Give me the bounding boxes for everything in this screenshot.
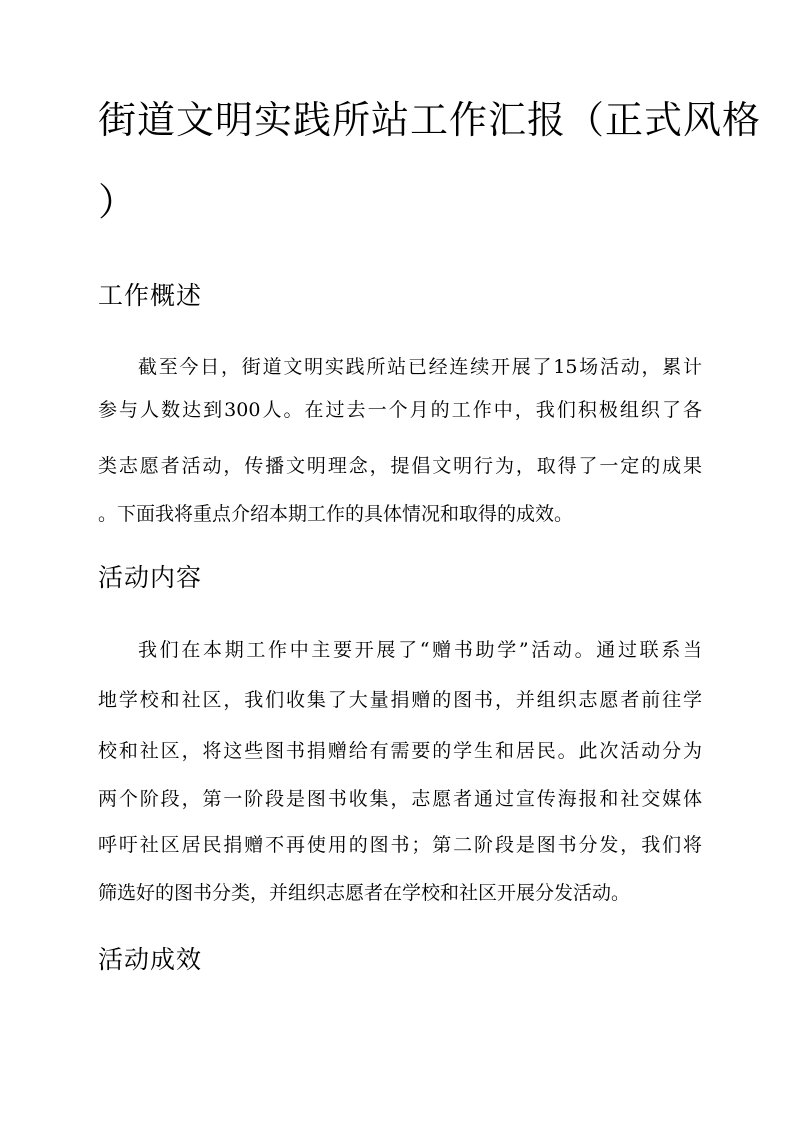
section-heading-activity-content: 活动内容 [98, 563, 203, 592]
content-paragraph-line-6: 筛选好的图书分类，并组织志愿者在学校和社区开展分发活动。 [98, 882, 631, 904]
document-title-line-2: ） [98, 180, 138, 224]
content-paragraph-line-3: 校和社区，将这些图书捐赠给有需要的学生和居民。此次活动分为 [98, 740, 702, 762]
content-paragraph-line-2: 地学校和社区，我们收集了大量捐赠的图书，并组织志愿者前往学 [98, 689, 702, 711]
section-heading-overview: 工作概述 [98, 281, 203, 310]
overview-paragraph-line-4: 。下面我将重点介绍本期工作的具体情况和取得的成效。 [98, 503, 574, 525]
content-paragraph-line-4: 两个阶段，第一阶段是图书收集，志愿者通过宣传海报和社交媒体 [98, 788, 702, 810]
section-heading-activity-effect: 活动成效 [98, 945, 203, 974]
overview-paragraph-line-2: 参与人数达到300人。在过去一个月的工作中，我们积极组织了各 [98, 399, 702, 421]
content-paragraph-line-1: 我们在本期工作中主要开展了“赠书助学”活动。通过联系当 [138, 639, 702, 661]
document-title-line-1: 街道文明实践所站工作汇报（正式风格 [98, 98, 762, 142]
overview-paragraph-line-3: 类志愿者活动，传播文明理念，提倡文明行为，取得了一定的成果 [98, 455, 702, 477]
overview-paragraph-line-1: 截至今日，街道文明实践所站已经连续开展了15场活动，累计 [138, 356, 702, 378]
content-paragraph-line-5: 呼吁社区居民捐赠不再使用的图书；第二阶段是图书分发，我们将 [98, 834, 702, 856]
